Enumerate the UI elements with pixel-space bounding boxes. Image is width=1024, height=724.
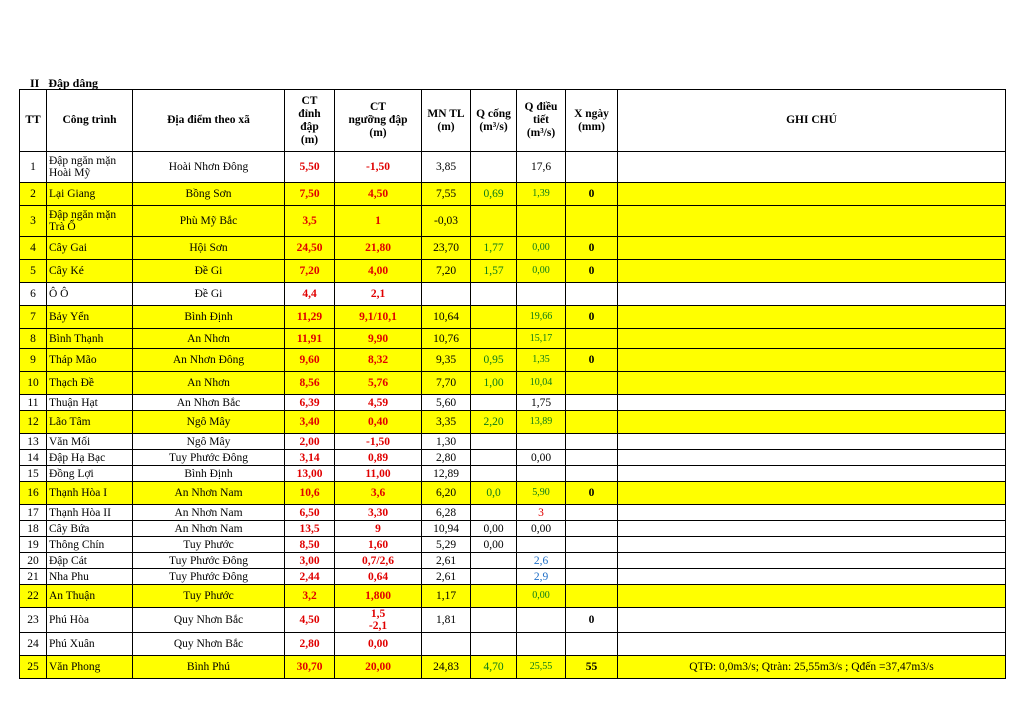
cell-ct-nguong: 1,60 (335, 537, 422, 553)
header-mn-tl: MN TL (m) (422, 90, 471, 152)
cell-name: Thuận Hạt (47, 395, 133, 411)
cell-q-cong (471, 306, 517, 329)
cell-q-dieu-tiet: 15,17 (517, 329, 566, 349)
cell-ct-dinh: 24,50 (285, 237, 335, 260)
cell-ct-nguong: 1,800 (335, 585, 422, 608)
cell-ghi-chu (618, 569, 1006, 585)
cell-q-cong: 2,20 (471, 411, 517, 434)
cell-ghi-chu (618, 505, 1006, 521)
cell-ct-dinh: 30,70 (285, 656, 335, 679)
cell-x-ngay: 0 (566, 306, 618, 329)
table-row (20, 569, 1006, 585)
cell-q-cong (471, 395, 517, 411)
cell-tt: 24 (20, 633, 47, 656)
cell-x-ngay (566, 152, 618, 183)
cell-location: Hoài Nhơn Đông (133, 152, 285, 183)
cell-x-ngay (566, 505, 618, 521)
cell-name: Đập Hạ Bạc (47, 450, 133, 466)
cell-q-dieu-tiet (517, 466, 566, 482)
cell-mn-tl: 12,89 (422, 466, 471, 482)
cell-location: An Nhơn Bắc (133, 395, 285, 411)
cell-q-cong (471, 283, 517, 306)
cell-x-ngay (566, 450, 618, 466)
cell-mn-tl: 10,64 (422, 306, 471, 329)
cell-mn-tl: 1,17 (422, 585, 471, 608)
header-name: Công trình (47, 90, 133, 152)
header-location: Địa điểm theo xã (133, 90, 285, 152)
cell-q-dieu-tiet: 2,9 (517, 569, 566, 585)
cell-name: Thạnh Hòa I (47, 482, 133, 505)
cell-ghi-chu (618, 260, 1006, 283)
cell-q-cong: 0,00 (471, 537, 517, 553)
cell-x-ngay (566, 633, 618, 656)
header-ct-nguong: CT ngưỡng đập (m) (335, 90, 422, 152)
table-row (20, 608, 1006, 633)
cell-ct-dinh: 6,50 (285, 505, 335, 521)
cell-ct-dinh: 8,50 (285, 537, 335, 553)
cell-ct-dinh: 7,20 (285, 260, 335, 283)
table-row (20, 537, 1006, 553)
cell-ghi-chu (618, 466, 1006, 482)
cell-location: Tuy Phước Đông (133, 553, 285, 569)
cell-tt: 16 (20, 482, 47, 505)
cell-ghi-chu (618, 434, 1006, 450)
cell-q-cong (471, 505, 517, 521)
cell-mn-tl: -0,03 (422, 206, 471, 237)
cell-q-cong (471, 152, 517, 183)
cell-mn-tl: 5,60 (422, 395, 471, 411)
cell-ghi-chu (618, 395, 1006, 411)
cell-q-cong: 1,57 (471, 260, 517, 283)
cell-location: Ngô Mây (133, 411, 285, 434)
cell-q-cong (471, 585, 517, 608)
cell-ghi-chu (618, 329, 1006, 349)
cell-q-dieu-tiet: 2,6 (517, 553, 566, 569)
cell-ct-nguong: 8,32 (335, 349, 422, 372)
cell-tt: 7 (20, 306, 47, 329)
header-ct-dinh: CT đỉnh đập (m) (285, 90, 335, 152)
cell-ct-nguong: 20,00 (335, 656, 422, 679)
cell-q-dieu-tiet: 5,90 (517, 482, 566, 505)
cell-mn-tl: 3,85 (422, 152, 471, 183)
cell-q-cong (471, 206, 517, 237)
cell-ghi-chu (618, 372, 1006, 395)
cell-x-ngay (566, 372, 618, 395)
cell-ct-nguong: 1,5 -2,1 (335, 608, 422, 633)
cell-q-dieu-tiet (517, 283, 566, 306)
cell-tt: 14 (20, 450, 47, 466)
cell-ghi-chu (618, 521, 1006, 537)
cell-q-dieu-tiet: 19,66 (517, 306, 566, 329)
cell-ct-nguong: 9 (335, 521, 422, 537)
cell-q-cong (471, 553, 517, 569)
cell-ghi-chu (618, 537, 1006, 553)
cell-x-ngay (566, 395, 618, 411)
cell-name: Bảy Yển (47, 306, 133, 329)
cell-ct-dinh: 10,6 (285, 482, 335, 505)
cell-q-cong (471, 569, 517, 585)
cell-name: Phú Xuân (47, 633, 133, 656)
cell-ct-dinh: 4,4 (285, 283, 335, 306)
cell-ct-dinh: 3,00 (285, 553, 335, 569)
header-q-dieu-tiet: Q điều tiết (m³/s) (517, 90, 566, 152)
cell-ct-dinh: 11,29 (285, 306, 335, 329)
cell-mn-tl: 2,61 (422, 569, 471, 585)
cell-location: Tuy Phước (133, 537, 285, 553)
table-row (20, 349, 1006, 372)
cell-mn-tl: 10,94 (422, 521, 471, 537)
table-row (20, 152, 1006, 183)
cell-ct-dinh: 3,2 (285, 585, 335, 608)
cell-x-ngay (566, 553, 618, 569)
table-row (20, 329, 1006, 349)
cell-x-ngay (566, 585, 618, 608)
cell-x-ngay (566, 537, 618, 553)
cell-ct-nguong: 5,76 (335, 372, 422, 395)
cell-name: Phú Hòa (47, 608, 133, 633)
cell-location: Đề Gi (133, 283, 285, 306)
cell-tt: 17 (20, 505, 47, 521)
cell-ct-nguong: 9,90 (335, 329, 422, 349)
cell-mn-tl: 6,28 (422, 505, 471, 521)
table-row (20, 372, 1006, 395)
cell-location: Đề Gi (133, 260, 285, 283)
cell-name: Đập ngăn mặn Hoài Mỹ (47, 152, 133, 183)
cell-mn-tl (422, 283, 471, 306)
cell-tt: 8 (20, 329, 47, 349)
cell-location: An Nhơn (133, 329, 285, 349)
cell-location: An Nhơn Nam (133, 505, 285, 521)
table-row (20, 434, 1006, 450)
cell-mn-tl: 6,20 (422, 482, 471, 505)
cell-q-dieu-tiet: 0,00 (517, 521, 566, 537)
cell-ct-dinh: 13,00 (285, 466, 335, 482)
header-ghi-chu: GHI CHÚ (618, 90, 1006, 152)
header-x-ngay: X ngày (mm) (566, 90, 618, 152)
cell-name: Cây Ké (47, 260, 133, 283)
cell-x-ngay (566, 434, 618, 450)
cell-location: An Nhơn Nam (133, 521, 285, 537)
cell-location: An Nhơn Đông (133, 349, 285, 372)
cell-name: Lại Giang (47, 183, 133, 206)
cell-name: Lão Tâm (47, 411, 133, 434)
cell-ghi-chu (618, 152, 1006, 183)
cell-x-ngay: 0 (566, 237, 618, 260)
cell-ct-nguong: 3,6 (335, 482, 422, 505)
cell-tt: 19 (20, 537, 47, 553)
cell-name: Bình Thạnh (47, 329, 133, 349)
cell-q-dieu-tiet (517, 633, 566, 656)
cell-x-ngay: 0 (566, 183, 618, 206)
table-row (20, 411, 1006, 434)
cell-q-dieu-tiet: 1,39 (517, 183, 566, 206)
cell-tt: 25 (20, 656, 47, 679)
table-row (20, 237, 1006, 260)
cell-ghi-chu (618, 349, 1006, 372)
table-row (20, 505, 1006, 521)
cell-name: An Thuận (47, 585, 133, 608)
cell-ct-dinh: 4,50 (285, 608, 335, 633)
cell-name: Nha Phu (47, 569, 133, 585)
cell-mn-tl: 10,76 (422, 329, 471, 349)
cell-mn-tl: 9,35 (422, 349, 471, 372)
cell-q-cong (471, 434, 517, 450)
cell-ct-nguong: 2,1 (335, 283, 422, 306)
cell-tt: 12 (20, 411, 47, 434)
cell-ghi-chu (618, 608, 1006, 633)
cell-ct-nguong: 4,50 (335, 183, 422, 206)
cell-tt: 13 (20, 434, 47, 450)
cell-ct-nguong: 0,40 (335, 411, 422, 434)
cell-ghi-chu (618, 482, 1006, 505)
table-row (20, 482, 1006, 505)
cell-ct-nguong: 3,30 (335, 505, 422, 521)
cell-q-cong: 1,00 (471, 372, 517, 395)
cell-mn-tl: 1,81 (422, 608, 471, 633)
table-row (20, 553, 1006, 569)
table-row (20, 260, 1006, 283)
cell-x-ngay (566, 411, 618, 434)
cell-name: Đồng Lợi (47, 466, 133, 482)
cell-name: Cây Gai (47, 237, 133, 260)
cell-q-dieu-tiet (517, 537, 566, 553)
cell-name: Đập ngăn mặn Trà Ổ (47, 206, 133, 237)
cell-mn-tl: 5,29 (422, 537, 471, 553)
cell-q-cong: 0,69 (471, 183, 517, 206)
cell-location: Tuy Phước Đông (133, 569, 285, 585)
cell-tt: 5 (20, 260, 47, 283)
cell-x-ngay (566, 521, 618, 537)
header-q-cong: Q cống (m³/s) (471, 90, 517, 152)
cell-name: Cây Bứa (47, 521, 133, 537)
cell-q-cong (471, 608, 517, 633)
cell-ct-nguong: 0,89 (335, 450, 422, 466)
cell-q-dieu-tiet (517, 434, 566, 450)
cell-location: Bình Định (133, 466, 285, 482)
cell-location: Hội Sơn (133, 237, 285, 260)
cell-ct-nguong: 11,00 (335, 466, 422, 482)
cell-name: Văn Mối (47, 434, 133, 450)
cell-ct-nguong: 9,1/10,1 (335, 306, 422, 329)
cell-ghi-chu: QTĐ: 0,0m3/s; Qtràn: 25,55m3/s ; Qđến =37,47m3/s (618, 656, 1006, 679)
cell-tt: 21 (20, 569, 47, 585)
cell-mn-tl: 3,35 (422, 411, 471, 434)
cell-q-dieu-tiet: 1,75 (517, 395, 566, 411)
cell-ct-dinh: 5,50 (285, 152, 335, 183)
cell-mn-tl: 2,61 (422, 553, 471, 569)
cell-tt: 20 (20, 553, 47, 569)
cell-name: Văn Phong (47, 656, 133, 679)
cell-q-dieu-tiet: 13,89 (517, 411, 566, 434)
cell-q-cong: 0,0 (471, 482, 517, 505)
cell-mn-tl: 7,20 (422, 260, 471, 283)
cell-tt: 2 (20, 183, 47, 206)
cell-q-dieu-tiet: 10,04 (517, 372, 566, 395)
cell-mn-tl (422, 633, 471, 656)
cell-tt: 9 (20, 349, 47, 372)
cell-q-dieu-tiet: 0,00 (517, 450, 566, 466)
cell-location: Bình Phú (133, 656, 285, 679)
cell-location: Bồng Sơn (133, 183, 285, 206)
cell-location: Phù Mỹ Bắc (133, 206, 285, 237)
cell-location: Bình Định (133, 306, 285, 329)
cell-mn-tl: 7,55 (422, 183, 471, 206)
cell-location: An Nhơn Nam (133, 482, 285, 505)
cell-x-ngay: 0 (566, 349, 618, 372)
cell-ghi-chu (618, 553, 1006, 569)
cell-q-cong (471, 466, 517, 482)
cell-location: Quy Nhơn Bắc (133, 608, 285, 633)
table-row (20, 183, 1006, 206)
cell-location: Tuy Phước Đông (133, 450, 285, 466)
cell-x-ngay: 0 (566, 260, 618, 283)
cell-tt: 18 (20, 521, 47, 537)
cell-tt: 11 (20, 395, 47, 411)
cell-ghi-chu (618, 450, 1006, 466)
cell-ct-nguong: 0,7/2,6 (335, 553, 422, 569)
cell-ct-nguong: -1,50 (335, 434, 422, 450)
table-row (20, 633, 1006, 656)
table-row (20, 306, 1006, 329)
cell-tt: 3 (20, 206, 47, 237)
table-row (20, 395, 1006, 411)
cell-ghi-chu (618, 183, 1006, 206)
cell-ct-nguong: 1 (335, 206, 422, 237)
cell-q-dieu-tiet: 25,55 (517, 656, 566, 679)
cell-x-ngay: 0 (566, 608, 618, 633)
cell-ghi-chu (618, 237, 1006, 260)
cell-q-dieu-tiet: 0,00 (517, 260, 566, 283)
cell-name: Thông Chín (47, 537, 133, 553)
cell-ct-nguong: 21,80 (335, 237, 422, 260)
cell-mn-tl: 1,30 (422, 434, 471, 450)
cell-name: Thạnh Hòa II (47, 505, 133, 521)
table-row (20, 656, 1006, 679)
cell-mn-tl: 2,80 (422, 450, 471, 466)
cell-name: Tháp Mão (47, 349, 133, 372)
cell-q-cong (471, 450, 517, 466)
cell-mn-tl: 7,70 (422, 372, 471, 395)
cell-q-dieu-tiet: 1,35 (517, 349, 566, 372)
cell-q-cong (471, 633, 517, 656)
cell-ct-nguong: -1,50 (335, 152, 422, 183)
cell-x-ngay (566, 283, 618, 306)
cell-q-dieu-tiet: 3 (517, 505, 566, 521)
cell-q-cong (471, 329, 517, 349)
cell-ct-dinh: 3,14 (285, 450, 335, 466)
cell-ct-nguong: 0,64 (335, 569, 422, 585)
cell-ct-dinh: 13,5 (285, 521, 335, 537)
table-row (20, 206, 1006, 237)
cell-name: Thạch Đề (47, 372, 133, 395)
table-row (20, 283, 1006, 306)
cell-ct-nguong: 0,00 (335, 633, 422, 656)
cell-location: Quy Nhơn Bắc (133, 633, 285, 656)
cell-ct-dinh: 3,5 (285, 206, 335, 237)
cell-q-dieu-tiet: 17,6 (517, 152, 566, 183)
cell-tt: 22 (20, 585, 47, 608)
cell-ct-dinh: 9,60 (285, 349, 335, 372)
cell-ct-dinh: 6,39 (285, 395, 335, 411)
table-row (20, 585, 1006, 608)
cell-location: Tuy Phước (133, 585, 285, 608)
cell-x-ngay (566, 466, 618, 482)
header-tt: TT (20, 90, 47, 152)
cell-location: An Nhơn (133, 372, 285, 395)
cell-ghi-chu (618, 283, 1006, 306)
cell-ct-dinh: 8,56 (285, 372, 335, 395)
cell-q-dieu-tiet (517, 608, 566, 633)
cell-q-dieu-tiet: 0,00 (517, 585, 566, 608)
cell-tt: 10 (20, 372, 47, 395)
cell-ct-nguong: 4,59 (335, 395, 422, 411)
section-name: Đập dâng (48, 76, 99, 90)
section-number: II (30, 76, 40, 90)
table-row (20, 521, 1006, 537)
cell-ghi-chu (618, 411, 1006, 434)
cell-ghi-chu (618, 206, 1006, 237)
cell-location: Ngô Mây (133, 434, 285, 450)
table-body (20, 152, 1006, 679)
table-row (20, 450, 1006, 466)
cell-name: Ô Ô (47, 283, 133, 306)
header-row (20, 90, 1006, 152)
cell-ct-dinh: 3,40 (285, 411, 335, 434)
cell-q-cong: 0,00 (471, 521, 517, 537)
cell-ct-dinh: 11,91 (285, 329, 335, 349)
cell-mn-tl: 24,83 (422, 656, 471, 679)
cell-name: Đập Cát (47, 553, 133, 569)
cell-x-ngay (566, 206, 618, 237)
cell-q-cong: 4,70 (471, 656, 517, 679)
cell-x-ngay (566, 569, 618, 585)
cell-tt: 4 (20, 237, 47, 260)
cell-x-ngay (566, 329, 618, 349)
cell-ct-nguong: 4,00 (335, 260, 422, 283)
cell-ct-dinh: 7,50 (285, 183, 335, 206)
cell-ct-dinh: 2,00 (285, 434, 335, 450)
cell-x-ngay: 0 (566, 482, 618, 505)
cell-ct-dinh: 2,44 (285, 569, 335, 585)
cell-tt: 6 (20, 283, 47, 306)
cell-ct-dinh: 2,80 (285, 633, 335, 656)
cell-tt: 23 (20, 608, 47, 633)
cell-mn-tl: 23,70 (422, 237, 471, 260)
cell-q-cong: 1,77 (471, 237, 517, 260)
cell-tt: 15 (20, 466, 47, 482)
cell-q-cong: 0,95 (471, 349, 517, 372)
cell-ghi-chu (618, 585, 1006, 608)
dam-table (19, 89, 1006, 679)
cell-ghi-chu (618, 633, 1006, 656)
table-row (20, 466, 1006, 482)
cell-x-ngay: 55 (566, 656, 618, 679)
cell-q-dieu-tiet (517, 206, 566, 237)
cell-ghi-chu (618, 306, 1006, 329)
cell-tt: 1 (20, 152, 47, 183)
cell-q-dieu-tiet: 0,00 (517, 237, 566, 260)
